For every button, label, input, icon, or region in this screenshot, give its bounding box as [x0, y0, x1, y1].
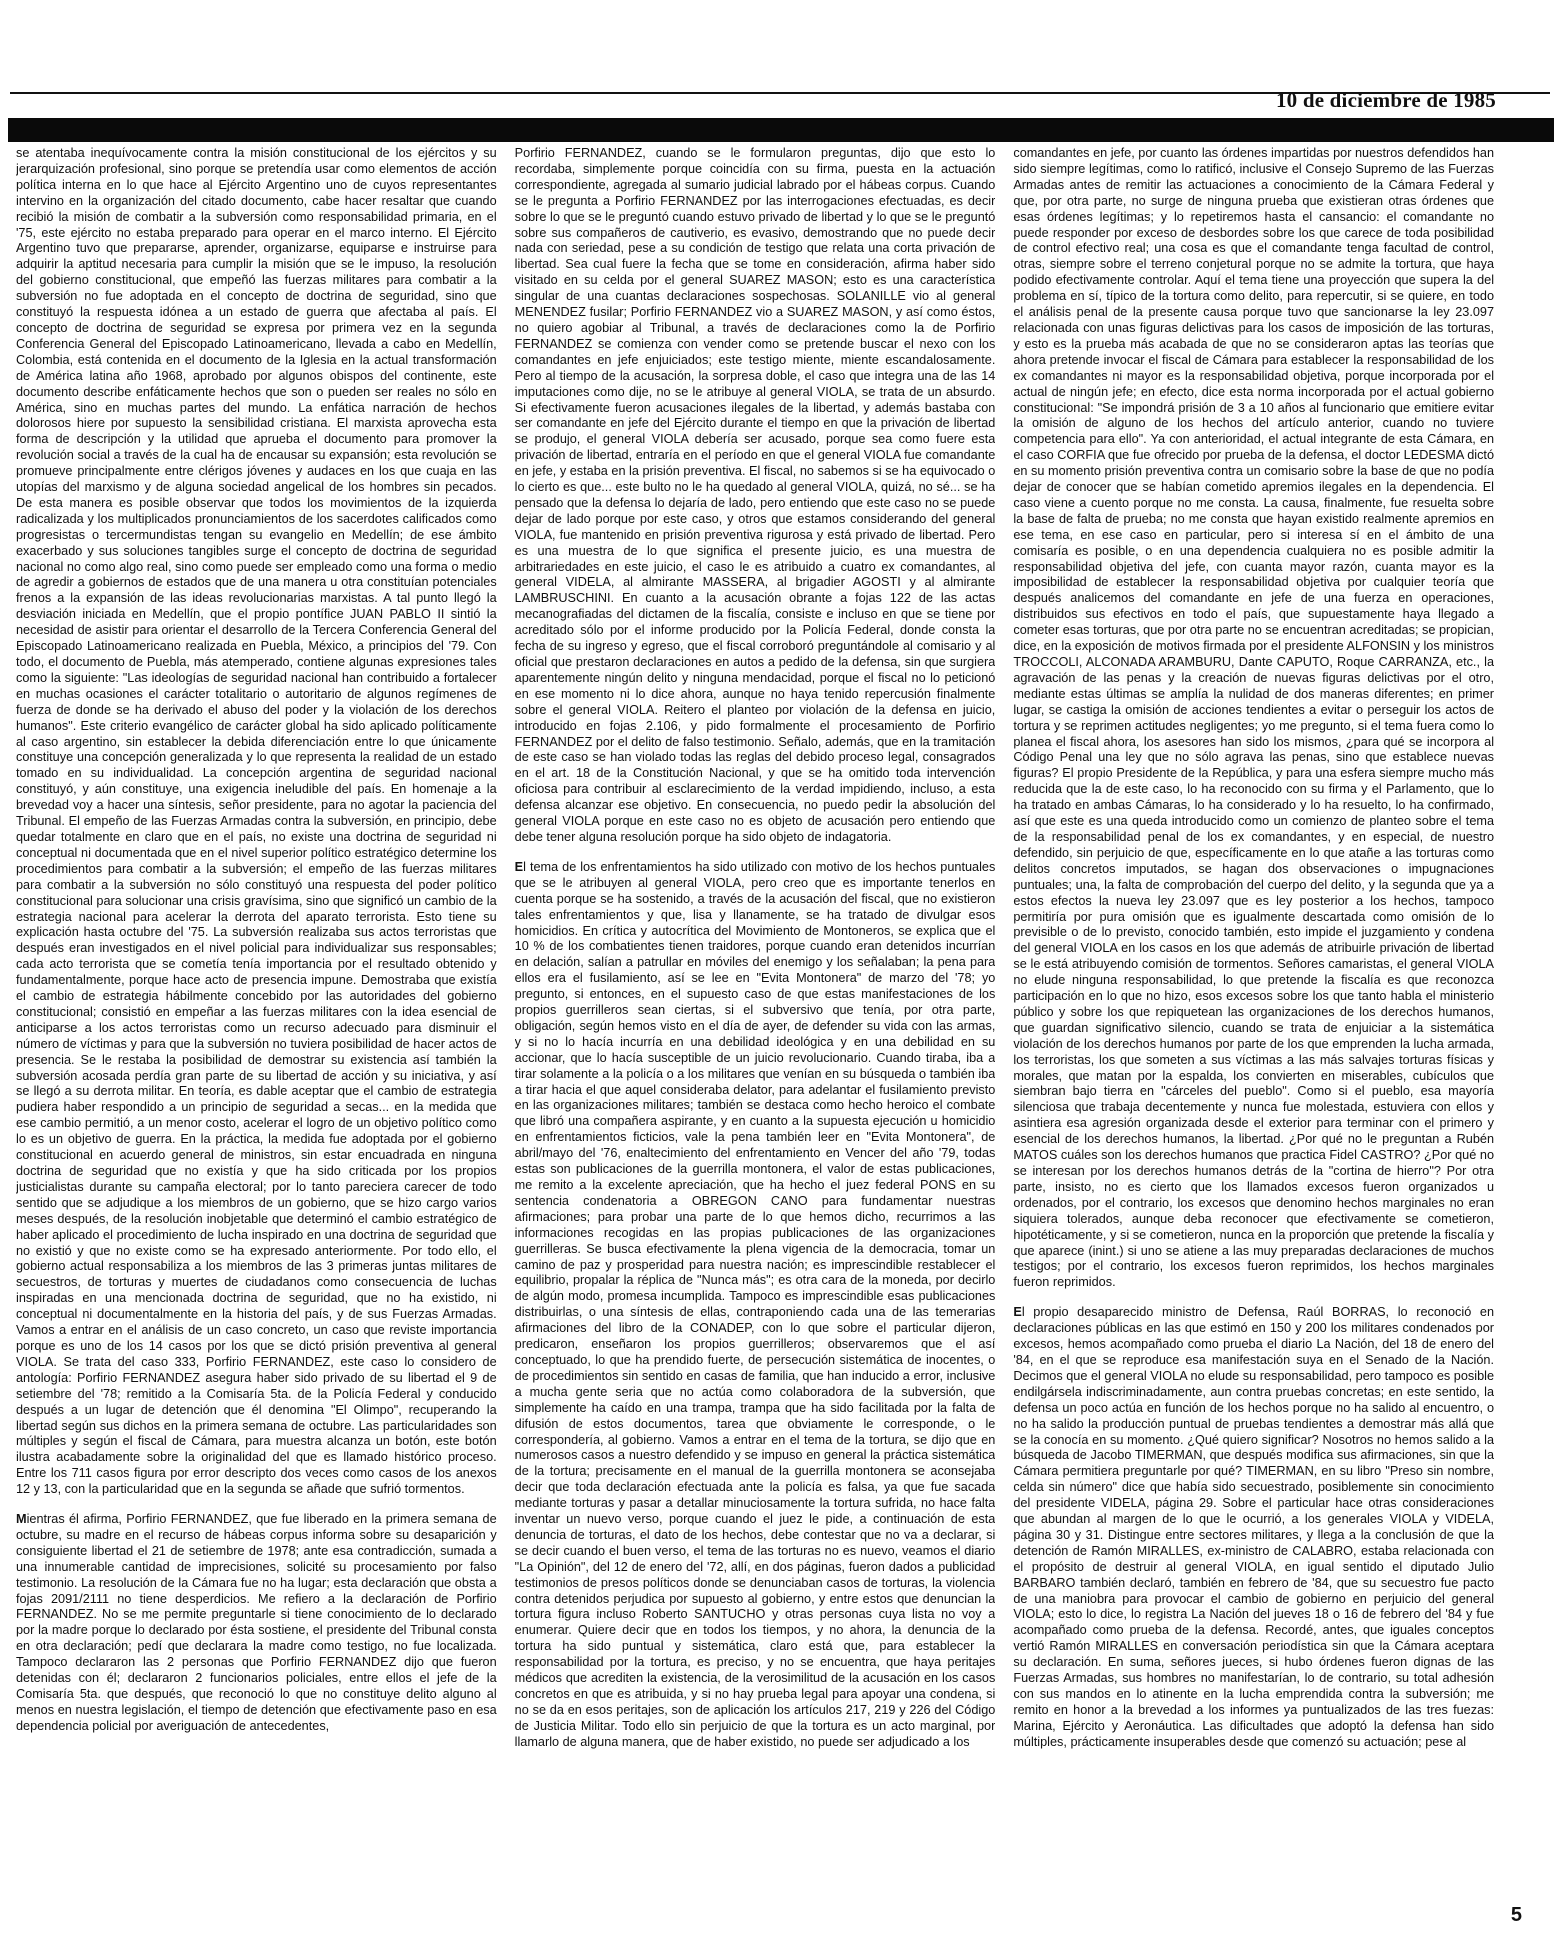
page-number: 5	[1510, 1904, 1522, 1926]
paragraph	[1013, 146, 1494, 1291]
paragraph-text: se atentaba inequívocamente contra la misión constitucional de los ejércitos y su jerarquización profesional, sino porque se pretendía usar como elementos de acción política interna en lo que hace al Ejército Argentino uno de cuyos representantes intervino en la organización del citado documento, cabe hacer resaltar que cuando recibió la misión de combatir a la subversión como responsabilidad primaria, en el '75, este ejército no estaba preparado para operar en el marco interno. El Ejército Argentino tuvo que prepararse, aprender, organizarse, equiparse e instruirse para adquirir la aptitud necesaria para cumplir la misión que se le impuso, la resolución del gobierno constitucional, que empeñó las fuerzas militares para combatir a la subversión no fue adoptada en el concepto de doctrina de seguridad, sino que constituyó la respuesta idónea a un estado de guerra que afectaba al país. El concepto de doctrina de seguridad se expresa por primera vez en la segunda Conferencia General del Episcopado Latinoamericano, llevada a cabo en Medellín, Colombia, está contenida en el documento de la Iglesia en la actual transformación de América latina año 1968, aprobado por algunos obispos del continente, este documento describe enfáticamente hechos que son o pueden ser reales no sólo en América, sino en muchas partes del mundo. La enfática narración de hechos dolorosos hiere por supuesto la sensibilidad cristiana. El marxista aprovecha esta forma de descripción y la utilidad que aprueba el documento para promover la revolución social a través de la cual ha de encausar su expansión; esta revolución se promueve principalmente entre clérigos jóvenes y audaces en los que cuaja en las utopías del marxismo y de alguna sociedad angelical de los hombres sin pecados. De esta manera es posible observar que todos los movimientos de la izquierda radicalizada y los multiplicados pronunciamientos de los sacerdotes calificados como progresistas o tercermundistas tengan su evangelio en Medellín; de ese ámbito exacerbado y sus soluciones tangibles surge el concepto de doctrina de seguridad nacional no como algo real, sino como puede ser empleado como una forma o medio de agredir a gobiernos de estados que de una manera u otra constituían potenciales frenos a la expansión de las ideas revolucionarias marxistas. A tal punto llegó la desviación iniciada en Medellín, que el propio pontífice JUAN PABLO II sintió la necesidad de asistir para orientar el desarrollo de la Tercera Conferencia General del Episcopado Latinoamericano realizada en Puebla, México, a principios del '79. Con todo, el documento de Puebla, más atemperado, contiene algunas expresiones tales como la siguiente: "Las ideologías de seguridad nacional han contribuido a fortalecer en muchas ocasiones el carácter totalitario o autoritario de algunos regímenes de fuerza de donde se ha derivado el abuso del poder y la violación de los derechos humanos". Este criterio evangélico de carácter global ha sido aplicado políticamente al caso argentino, sin establecer la debida diferenciación entre lo que únicamente constituye una concepción generalizada y lo que representa la realidad de un estado tomado en su individualidad. La concepción argentina de seguridad nacional constituyó, y aún constituye, una exigencia ineludible del país. En homenaje a la brevedad voy a hacer una síntesis, señor presidente, para no agotar la paciencia del Tribunal. El empeño de las Fuerzas Armadas contra la subversión, en principio, debe quedar totalmente en claro que en el país, no existe una doctrina de seguridad ni conceptual ni documentada que en el nivel superior político estratégico determine los procedimientos para combatir a la subversión; el empeño de las fuerzas militares para combatir a la subversión no sólo constituyó una respuesta del poder político constitucional para solucionar una crisis gravísima, sino que significó un cambio de la estrategia nacional para acelerar la derrota del aparato terrorista. Esto tiene su explicación hasta octubre del '75. La subversión realizaba sus actos terroristas que después eran investigados en el nivel policial para individualizar sus responsables; cada acto terrorista que se cometía tenía importancia por el resultado obtenido y fundamentalmente, porque hace acto de presencia impune. Demostraba que existía el cambio de estrategia hábilmente concebido por las autoridades del gobierno constitucional; consistió en empeñar a las fuerzas militares con la idea esencial de anticiparse a los actos terroristas como un recurso adecuado para disminuir el número de víctimas y para que la subversión no tuviera posibilidad de hacer actos de presencia. Se le restaba la posibilidad de demostrar su existencia así también la subversión acosada perdía gran parte de su libertad de acción y su iniciativa, y así se llegó a su derrota militar. En teoría, es dable aceptar que el cambio de estrategia pudiera haber respondido a un principio de seguridad a secas... en la medida que ese cambio permitió, a un menor costo, acelerar el logro de un objetivo político como lo es un objetivo de guerra. En la práctica, la medida fue adoptada por el gobierno constitucional en acuerdo general de ministros, sin estar encuadrada en ninguna doctrina de seguridad que no existía y que ha sido criticada por los propios justicialistas durante su campaña electoral; por lo tanto pareciera carecer de todo sentido que se adjudique a los miembros de un gobierno, que se hizo cargo varios meses después, de la resolución inobjetable que determinó el cambio estratégico de haber aplicado el procedimiento de lucha inspirado en una doctrina de seguridad que no existió y que no existe como se ha expresado anteriormente. Por todo ello, el gobierno actual responsabiliza a los miembros de las 3 primeras juntas militares de secuestros, de torturas y muertes de ciudadanos como consecuencia de luchas inspiradas en una mencionada doctrina de seguridad, que no ha existido, ni conceptual ni documentalmente en la historia del país, y de sus Fuerzas Armadas. Vamos a entrar en el análisis de un caso concreto, un caso que reviste importancia porque es uno de los 14 casos por los que se dictó prisión preventiva al general VIOLA. Se trata del caso 333, Porfirio FERNANDEZ, este caso lo considero de antología: Porfirio FERNANDEZ asegura haber sido privado de su libertad el 9 de setiembre del '78; remitido a la Comisaría 5ta. de la Policía Federal y conducido después a un lugar de detención que él denomina "El Olimpo", recuperando la libertad según sus dichos en la primera semana de octubre. Las particularidades son múltiples y según el fiscal de Cámara, para muestra alcanza un botón, este botón ilustra acabadamente sobre la originalidad del que es llamado histórico proceso. Entre los 711 casos figura por error descripto dos veces como casos de los anexos 12 y 13, con la particularidad que en la segunda se añade que sufrió tormentos.	[16, 146, 497, 1497]
column-2	[515, 146, 996, 1911]
drop-cap: E	[1013, 1305, 1022, 1320]
paragraph-text: l propio desaparecido ministro de Defensa, Raúl BORRAS, lo reconoció en declaraciones públicas en las que estimó en 150 y 200 los militares condenados por excesos, hemos acompañado como prueba el diario La Nación, del 18 de enero del '84, en el que se reproduce esa manifestación suya en el Senado de la Nación. Decimos que el general VIOLA no elude su responsabilidad, pero tampoco es posible endilgársela indiscriminadamente, aun contra pruebas concretas; en este sentido, la defensa un poco actúa en función de los hechos porque no ha salido al encuentro, o no ha salido la producción puntual de pruebas tendientes a demostrar más allá que se la conocía en su momento. ¿Qué quiero significar? Nosotros no hemos salido a la búsqueda de Jacobo TIMERMAN, que después modifica sus afirmaciones, sin que la Cámara permitiera preguntarle por qué? TIMERMAN, en su libro "Preso sin nombre, celda sin número" dice que había sido secuestrado, posiblemente sin conocimiento del presidente VIDELA, página 29. Sobre el particular hace otras consideraciones que abundan al margen de lo que le ocurrió, a los generales VIOLA y VIDELA, página 30 y 31. Distingue entre sectores militares, y llega a la conclusión de que la detención de Ramón MIRALLES, ex-ministro de CALABRO, estaba relacionada con el propósito de destruir al general VIOLA, en igual sentido el diputado Julio BARBARO también declaró, también en febrero de '84, que su secuestro fue pacto de una maniobra para provocar el cambio de gobierno en perjuicio del general VIOLA; esto lo dice, lo registra La Nación del jueves 18 o 16 de febrero del '84 y fue acompañado como prueba de la defensa. Recordé, antes, que iguales conceptos vertió Ramón MIRALLES en conversación periodística sin que la Cámara aceptara su declaración. En suma, señores jueces, si hubo órdenes fueron dignas de las Fuerzas Armadas, sus hombres no manifestarían, lo de contrario, su total adhesión con sus mandos en lo atinente en la lucha emprendida contra la subversión; me remito en honor a la brevedad a los informes ya puntualizados de las tres fuezas: Marina, Ejército y Aeronáutica. Las dificultades que adoptó la defensa han sido múltiples, prácticamente insuperables desde que comenzó su actuación; pese al	[1013, 1305, 1495, 1749]
paragraph	[16, 146, 497, 1498]
column-1	[16, 146, 497, 1911]
drop-cap: E	[514, 859, 524, 874]
paragraph	[515, 146, 996, 846]
issue-date: 10 de diciembre de 1985	[1275, 88, 1496, 112]
article-columns	[16, 146, 1494, 1911]
paragraph-text: l tema de los enfrentamientos ha sido utilizado con motivo de los hechos puntuales que se le atribuyen al general VIOLA, pero creo que es importante tenerlos en cuenta porque se ha sostenido, a través de la acusación del fiscal, que no existieron tales enfrentamientos y que, lisa y llanamente, se ha tratado de divulgar esos homicidios. En crítica y autocrítica del Movimiento de Montoneros, se explica que el 10 % de los combatientes tienen traidores, porque cuando eran detenidos incurrían en delación, salían a patrullar en móviles del enemigo y los señalaban; la pena para ellos era el fusilamiento, así se lee en "Evita Montonera" de marzo del '78; yo pregunto, si entonces, en el supuesto caso de que estas manifestaciones de los propios guerrilleros sean ciertas, si el subversivo que tenía, por otra parte, obligación, según hemos visto en el día de ayer, de defender su vida con las armas, y si no lo hacía incurría en una debilidad ideológica y en una debilidad en su accionar, que lo hacía susceptible de un juicio revolucionario. Cuando tiraba, iba a tirar solamente a la policía o a los militares que venían en su búsqueda o también iba a tirar hacia el que aquel consideraba delator, para adelantar el fusilamiento previsto en las organizaciones militares; también se destaca como hecho heroico el combate que libró una compañera aspirante, y en cuanto a la supuesta ejecución u homicidio en enfrentamientos ficticios, vale la pena también leer en "Evita Montonera", de abril/mayo del '76, enaltecimiento del enfrentamiento en Vencer del año '79, todas estas son publicaciones de la guerrilla montonera, el valor de estas publicaciones, me remito a la excelente apreciación, que ha hecho el juez federal PONS en su sentencia condenatoria a OBREGON CANO para fundamentar nuestras afirmaciones; para probar una parte de lo que hemos dicho, recurrimos a las informaciones recogidas en las propias publicaciones de las organizaciones guerrilleras. Se busca efectivamente la plena vigencia de la democracia, tomar un camino de paz y prosperidad para nuestra nación; es imprescindible restablecer el equilibrio, propalar la réplica de "Nunca más"; es otra cara de la moneda, por decirlo de algún modo, promesa incumplida. Tampoco es imprescindible esas publicaciones distribuirlas, o una síntesis de ellas, contraponiendo cada una de las temerarias afirmaciones del libro de la CONADEP, con lo que sobre el particular dijeron, predicaron, enseñaron los propios guerrilleros; observaremos que el así conceptuado, lo que ha prendido fuerte, de persecución sistemática de inocentes, o de procedimientos sin sentido en casas de familia, que han inducido a error, inclusive a mucha gente seria que no actúa como colaboradora de la subversión, que simplemente ha caído en una trampa, trampa que ha sido facilitada por la falta de difusión de estos documentos, tarea que obviamente le corresponde, o le correspondería, al gobierno. Vamos a entrar en el tema de la tortura, se dijo que en numerosos casos a nuestro defendido y se impuso en general la práctica sistemática de la tortura; precisamente en el manual de la guerrilla montonera se aconsejaba decir que toda declaración efectuada ante la policía es falsa, ya que fue sacada mediante torturas y pasar a detallar minuciosamente la tortura sufrida, no hace falta inventar un nuevo verso, porque cuando el juez le pide, a continuación de esta denuncia de torturas, el dato de los hechos, debe contestar que no va a declarar, si se decir cuando el buen verso, el tema de las torturas no es nuevo, veamos el diario "La Opinión", del 12 de enero del '72, allí, en dos páginas, fueron dados a publicidad testimonios de presos políticos donde se denunciaban casos de torturas, la violencia contra detenidos perjudica por supuesto al gobierno, y entre estos que denuncian la tortura figura incluso Roberto SANTUCHO y otras personas cuya lista no voy a enumerar. Quiere decir que en todos los tiempos, y no ahora, la denuncia de la tortura ha sido puntual y sistemática, claro está que, para establecer la responsabilidad por la tortura, es preciso, y no se encuentra, que haya peritajes médicos que acrediten la existencia, de la verosimilitud de la acusación en los casos concretos en que es atribuida, y si no hay prueba legal para apoyar una condena, si no se da en esos peritajes, son de aplicación los artículos 217, 219 y 226 del Código de Justicia Militar. Todo ello sin perjuicio de que la tortura es un acto marginal, por llamarlo de alguna manera, que de haber existido, no puede ser adjudicado a los	[514, 859, 996, 1749]
paragraph-text: comandantes en jefe, por cuanto las órdenes impartidas por nuestros defendidos han sido siempre legítimas, como lo ratificó, inclusive el Consejo Supremo de las Fuerzas Armadas antes de remitir las actuaciones a conocimiento de la Cámara Federal y que, por otra parte, no surge de ninguna prueba que existieran otras órdenes que esas órdenes legítimas; y lo repetiremos hasta el cansancio: el comandante no puede responder por exceso de desbordes sobre los que carece de toda posibilidad de control efectivo real; una cosa es que el comandante tenga facultad de control, otras, siempre sobre el terreno conjetural porque no se admite la tortura, que haya podido efectivamente controlar. Aquí el tema tiene una proyección que supera la del problema en sí, típico de la tortura como delito, para repercutir, si se quiere, en todo el análisis penal de la presente causa porque tuvo que sancionarse la ley 23.097 relacionada con unas figuras delictivas para los casos de imposición de las torturas, y esto es la prueba más acabada de que no se consideraron aptas las teorías que ahora pretende invocar el fiscal de Cámara para establecer la responsabilidad de los ex comandantes ni mayor es la responsabilidad objetiva, porque incorporada por el actual de ningún jefe; en efecto, dice esta norma incorporada por el actual gobierno constitucional: "Se impondrá prisión de 3 a 10 años al funcionario que emitiere evitar la omisión de alguno de los hechos del artículo anterior, cuando no tuviere competencia para ello". Ya con anterioridad, el actual integrante de esta Cámara, en el caso CORFIA que fue ofrecido por prueba de la defensa, el doctor LEDESMA dictó en su momento prisión preventiva contra un comisario sobre la base de que no podía dejar de conocer que se habían cometido apremios ilegales en la dependencia. El caso viene a cuento porque no me consta. La causa, finalmente, fue resuelta sobre la base de falta de prueba; no me consta que hayan existido realmente apremios en ese tema, en ese caso en particular, pero si interesa sí en el ámbito de una comisaría es posible, o en una dependencia cualquiera no es posible admitir la responsabilidad objetiva del jefe, con cuanta mayor razón, cuanta mayor es la imposibilidad de establecer la responsabilidad objetiva por cualquier teoría que después analicemos del comandante en jefe de una fuerza en operaciones, distribuidos sus efectivos en todo el país, que supuestamente haya llegado a cometer esas torturas, que por otra parte no se encuentran acreditadas; se propician, dice, en la exposición de motivos firmada por el presidente ALFONSIN y los ministros TROCCOLI, ALCONADA ARAMBURU, Dante CAPUTO, Roque CARRANZA, etc., la agravación de las penas y la creación de nuevas figuras delictivas por el otro, mediante estas últimas se amplía la nulidad de dos maneras diferentes; en primer lugar, se castiga la omisión de acciones tendientes a evitar o perseguir los actos de tortura y se reprimen actitudes negligentes; yo me pregunto, si el tema fuera como lo planea el fiscal ahora, los asesores han sido los mismos, ¿para qué se incorpora al Código Penal una ley que no sólo agrava las penas, sino que establece nuevas figuras? El propio Presidente de la República, y para una esfera siempre mucho más reducida que la de este caso, lo ha reconocido con su firma y el Parlamento, que lo ha tratado en ambas Cámaras, lo ha considerado y lo ha resuelto, lo ha confirmado, así que este es una queda introducido como un comienzo de planteo sobre el tema de la responsabilidad penal de los ex comandantes, y en especial, de nuestro defendido, sin perjuicio de que, específicamente en lo que atañe a las torturas como delitos concretos imputados, se hagan dos observaciones o impugnaciones puntuales; una, la falta de comprobación del cuerpo del delito, y la segunda que ya a estos efectos la nueva ley 23.097 que es ley posterior a los hechos, tampoco permitiría por pura omisión que es igualmente descartada como omisión de lo previsible o de lo previsto, conocido también, esto impide el juzgamiento y condena del general VIOLA en los casos en los que además de atribuirle privación de libertad se le está atribuyendo comisión de tormentos. Señores camaristas, el general VIOLA no elude ninguna responsabilidad, lo que pretende la fiscalía es que reconozca participación en lo que no hizo, esos excesos sobre los que tanto habla el ministerio público y sobre los que repiquetean las organizaciones de los derechos humanos, que guardan significativo silencio, cuando se trata de enjuiciar a la sistemática violación de los derechos humanos por parte de los que emprenden la lucha armada, los terroristas, los que someten a sus víctimas a las más salvajes torturas físicas y morales, que matan por la espalda, los convierten en miserables, cubículos que siembran bajo tierra en "cárceles del pueblo". Como si el pueblo, esa mayoría silenciosa que trabaja decentemente y nunca fue molestada, estuviera con ellos y asintiera esa agresión organizada desde el exterior para terminar con el primero y esencial de los derechos humanos, la libertad. ¿Por qué no le preguntan a Rubén MATOS cuáles son los derechos humanos que practica Fidel CASTRO? ¿Por qué no se interesan por los derechos humanos detrás de la "cortina de hierro"? Por otra parte, insisto, no es cierto que los llamados excesos fueron organizados u ordenados, por el contrario, los excesos que denomino hechos marginales no eran siquiera tolerados, aunque deba reconocer que efectivamente se cometieron, hipotéticamente, y si se cometieron, nunca en la proporción que pretende la fiscalía y que aparece (inint.) si uno se atiene a las muy preparadas declaraciones de muchos testigos; por el contrario, los excesos fueron reprimidos, los hechos marginales fueron reprimidos.	[1013, 146, 1495, 1290]
paragraph-text: Porfirio FERNANDEZ, cuando se le formularon preguntas, dijo que esto lo recordaba, simplemente porque coincidía con su firma, puesta en la actuación correspondiente, agregada al sumario judicial labrado por el hábeas corpus. Cuando se le pregunta a Porfirio FERNANDEZ por las interrogaciones efectuadas, es decir sobre lo que se le preguntó cuando estuvo privado de libertad y lo que se le preguntó sobre sus compañeros de cautiverio, es evasivo, demostrando que no puede decir nada con seriedad, pese a su condición de testigo que relata una corta privación de libertad. Sea cual fuere la fecha que se tome en consideración, afirma haber sido visitado en su celda por el general SUAREZ MASON; esto es una característica singular de una cuantas declaraciones sospechosas. SOLANILLE vio al general MENENDEZ fusilar; Porfirio FERNANDEZ vio a SUAREZ MASON, y así como éstos, no quiero agobiar al Tribunal, a través de declaraciones como la de Porfirio FERNANDEZ se comienza con vender como se pretende buscar el nexo con los comandantes en jefe enjuiciados; este testigo miente, miente escandalosamente. Pero al tiempo de la acusación, la sorpresa doble, el caso que integra una de las 14 imputaciones como dije, no se le atribuye al general VIOLA, se trata de un absurdo. Si efectivamente fueron acusaciones ilegales de la libertad, y además bastaba con ser comandante en jefe del Ejército durante el tiempo en que la privación de libertad se produjo, el general VIOLA debería ser acusado, porque sea como fuere esta privación de libertad, entraría en el período en que el general VIOLA fue comandante en jefe, y estaba en la prisión preventiva. El fiscal, no sabemos si se ha equivocado o lo cierto es que... este bulto no le ha quedado al general VIOLA, quizá, no sé... se ha pensado que la defensa lo dejaría de lado, pero entiendo que este caso no se puede dejar de lado porque por este caso, y otros que estamos considerando del general VIOLA, fue mantenido en prisión preventiva rigurosa y está privado de libertad. Pero es una muestra de lo que significa el presente juicio, es una muestra de arbitrariedades en este juicio, el caso le es atribuido a cuatro ex comandantes, al general VIDELA, al almirante MASSERA, al brigadier AGOSTI y al almirante LAMBRUSCHINI. En cuanto a la acusación obrante a fojas 122 de las actas mecanografiadas del dictamen de la fiscalía, consiste e incluso en que se tiene por acreditado sólo por el informe producido por la Policía Federal, donde consta la fecha de su ingreso y egreso, que el fiscal corroboró preguntándole al comisario y al oficial que prestaron declaraciones en autos a pedido de la defensa, sin que surgiera aparentemente ningún delito y ninguna mendacidad, porque el fiscal no lo peticionó en ese momento ni lo dice ahora, aunque no haya tenido repercusión finalmente sobre el general VIOLA. Reitero el planteo por violación de la defensa en juicio, introducido en fojas 2.106, y pido formalmente el procesamiento de Porfirio FERNANDEZ por el delito de falso testimonio. Señalo, además, que en la tramitación de este caso se han violado todas las reglas del debido proceso legal, consagrados en el art. 18 de la Constitución Nacional, y que se ha omitido toda intervención oficiosa para contribuir al esclarecimiento de la verdad impidiendo, incluso, a esta defensa alcanzar ese objetivo. En consecuencia, no puedo pedir la absolución del general VIOLA porque en este caso no es objeto de acusación pero entiendo que debe tener alguna resolución porque ha sido objeto de indagatoria.	[514, 146, 996, 844]
paragraph	[515, 860, 996, 1751]
paragraph	[16, 1512, 497, 1735]
header-black-bar	[8, 118, 1554, 142]
column-3	[1013, 146, 1494, 1911]
paragraph-text: ientras él afirma, Porfirio FERNANDEZ, que fue liberado en la primera semana de octubre, su madre en el recurso de hábeas corpus informa sobre su desaparición y consiguiente libertad el 21 de setiembre de 1978; ante esa contradicción, sumada a una innumerable cantidad de imprecisiones, solicité su procesamiento por falso testimonio. La resolución de la Cámara fue no ha lugar; esta declaración que obsta a fojas 2091/2111 no tiene desperdicios. Me refiero a la declaración de Porfirio FERNANDEZ. No se me permite preguntarle si tiene conocimiento de lo declarado por la madre porque lo declarado por ésta sostiene, el presidente del Tribunal consta en otra declaración; pedí que declarara la madre como testigo, no fue localizada. Tampoco declararon las 2 personas que Porfirio FERNANDEZ dijo que fueron detenidas con él; declararon 2 funcionarios policiales, entre ellos el jefe de la Comisaría 5ta. que después, que reconoció lo que no constituye delito alguno al menos en nuestra legislación, el tiempo de detención que efectivamente paso en esa dependencia policial por averiguación de antecedentes,	[16, 1512, 497, 1733]
paragraph	[1013, 1305, 1494, 1750]
drop-cap: M	[16, 1512, 27, 1527]
